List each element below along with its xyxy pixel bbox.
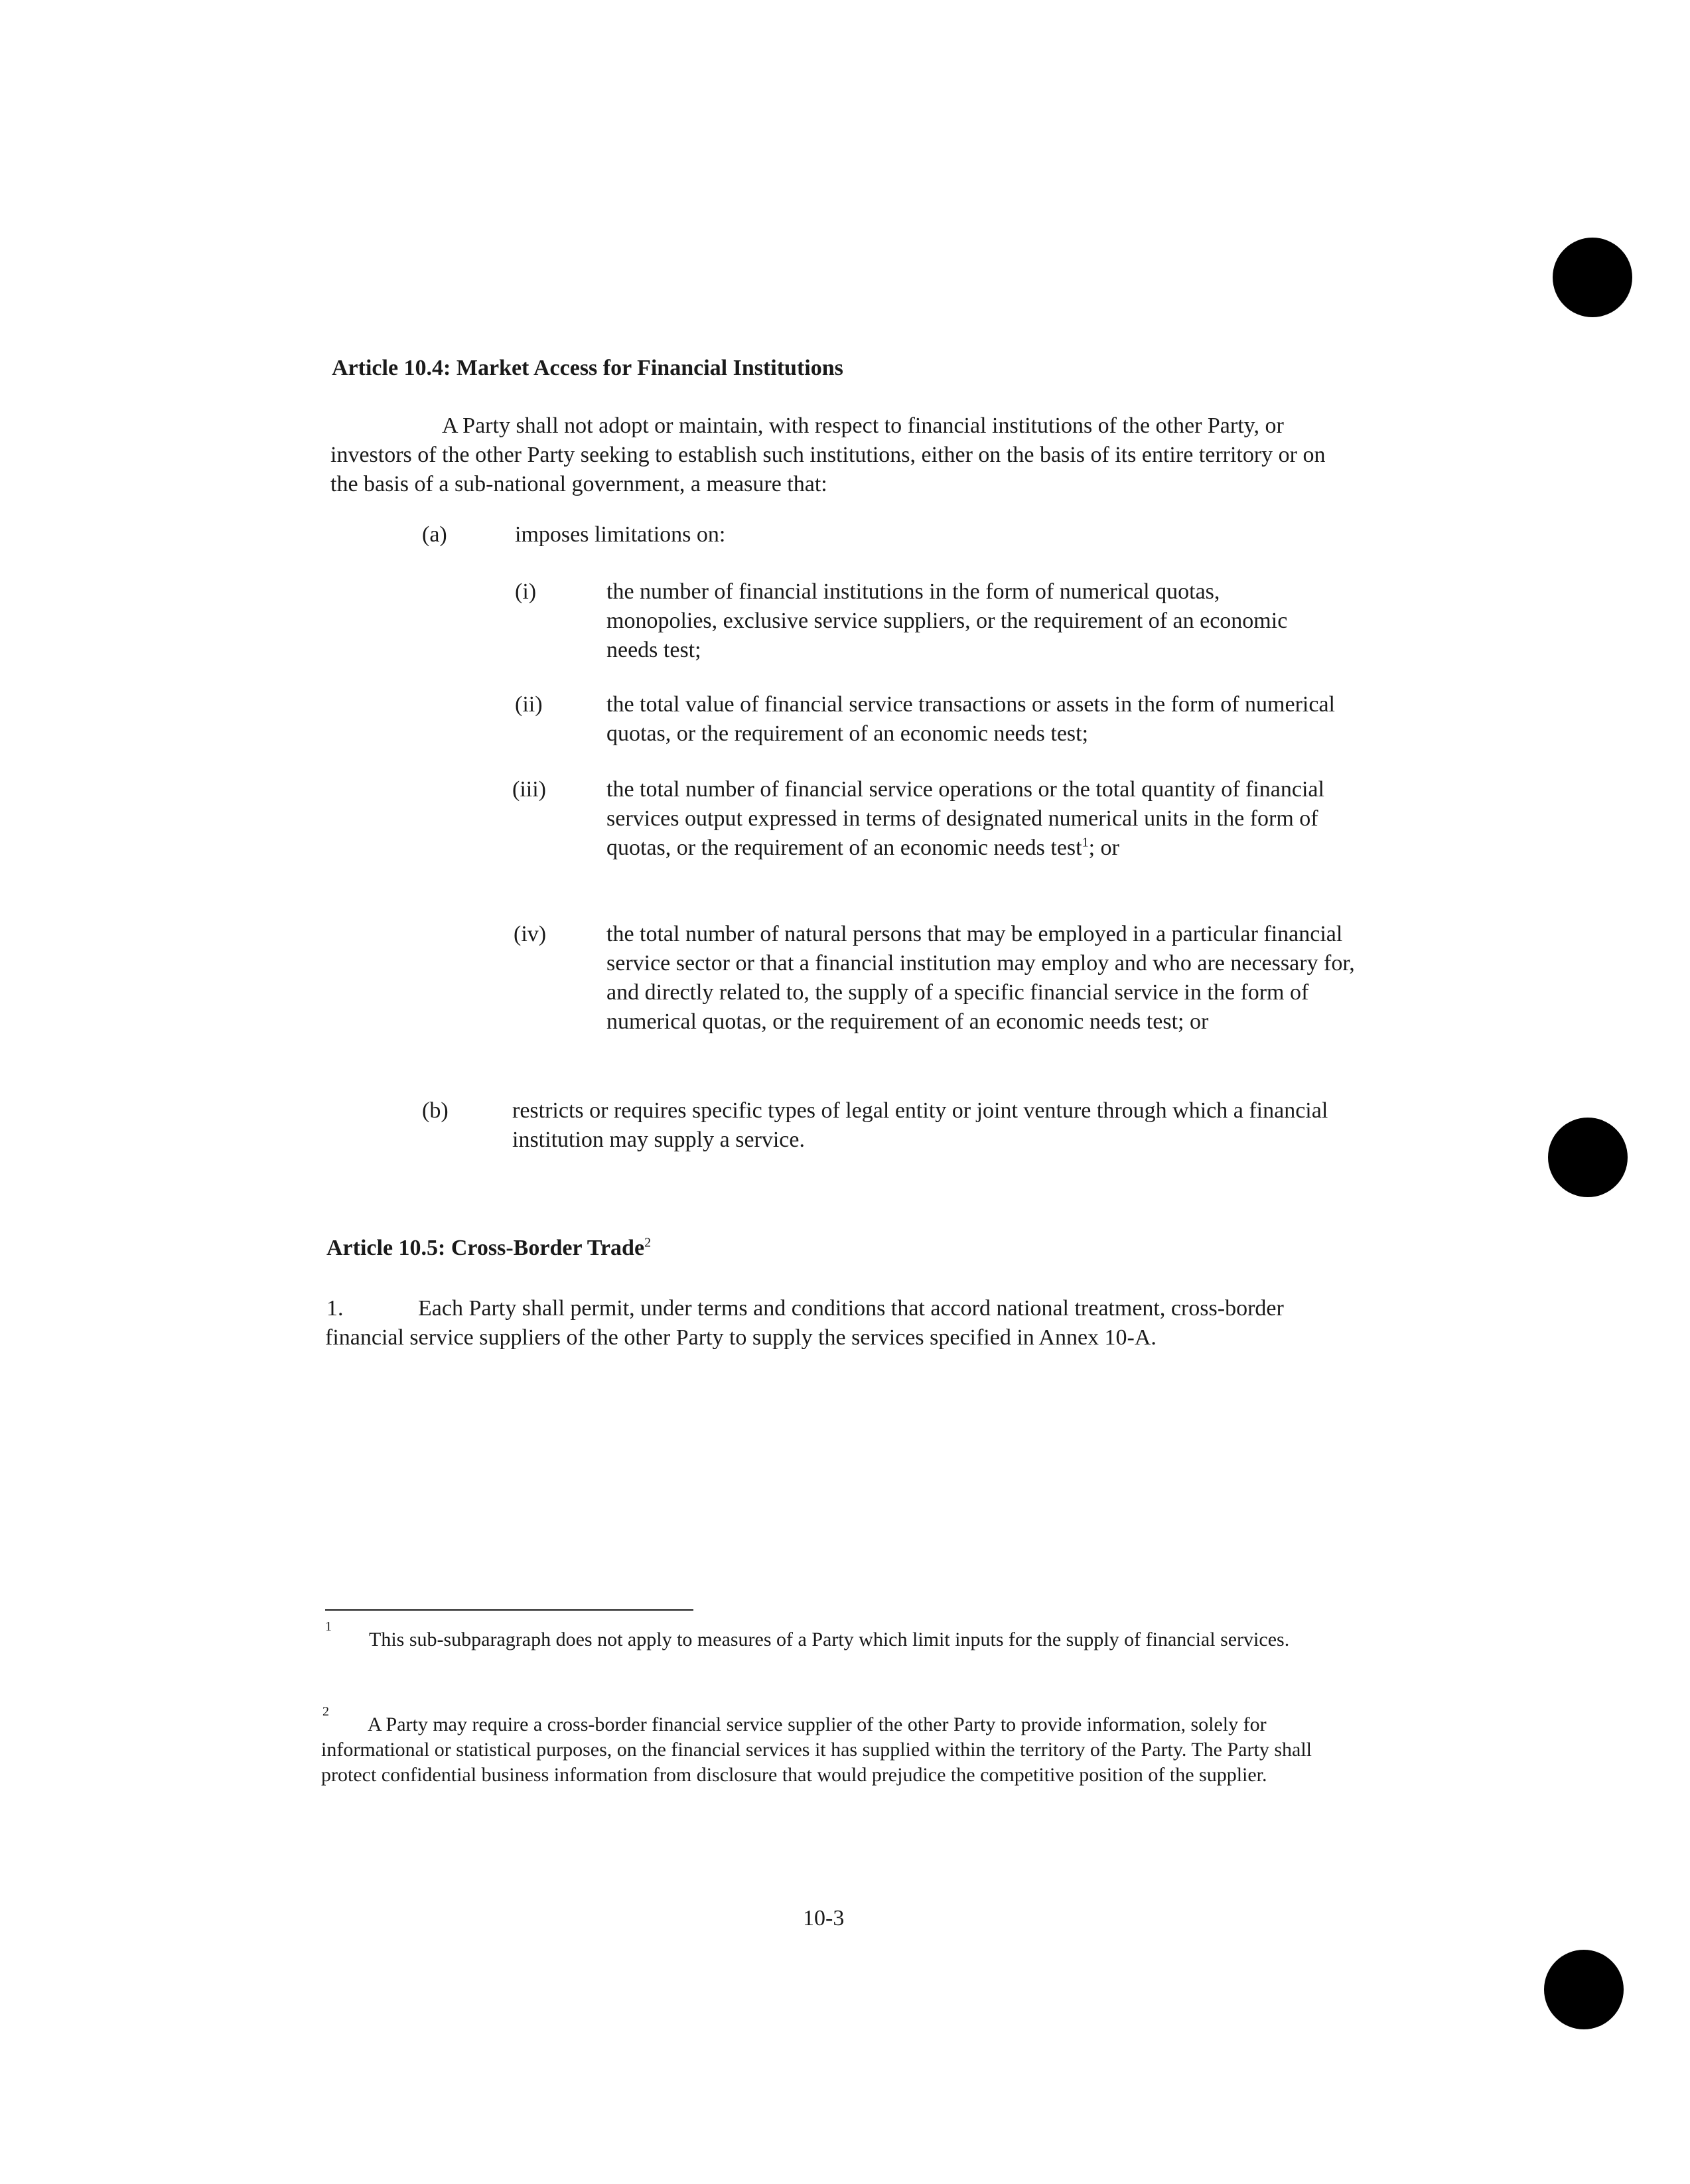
para-1-marker: 1. — [326, 1296, 344, 1321]
subitem-i-marker: (i) — [515, 579, 537, 604]
subitem-iv-text: the total number of natural persons that may be employed in a particular financial service sector or that a financial institution may employ and who are necessary for, and directly related to, the supply of a specific financial service in the form of numerical quotas, or the requirement of an economic needs test; or — [606, 922, 1355, 1034]
item-b-text: restricts or requires specific types of legal entity or joint venture through which a financial institution may supply a service. — [512, 1098, 1328, 1152]
subitem-iii-text — [606, 775, 1336, 863]
subitem-ii-text: the total value of financial service transactions or assets in the form of numerical quotas, or the requirement of an economic needs test; — [606, 692, 1335, 746]
subitem-iii-marker: (iii) — [512, 777, 546, 802]
article-10-4-intro: A Party shall not adopt or maintain, with respect to financial institutions of the other Party, or investors of the other Party seeking to establish such institutions, either on the basis of its entire territory or on the basis of a sub-national government, a measure that: — [330, 413, 1326, 496]
item-a-text: imposes limitations on: — [515, 522, 726, 547]
subitem-iii-body: the total number of financial service operations or the total quantity of financial services output expressed in terms of designated numerical units in the form of quotas, or the requirement of an economic needs test — [606, 777, 1324, 860]
para-1-text: Each Party shall permit, under terms and conditions that accord national treatment, cross-border financial service suppliers of the other Party to supply the services specified in Annex 10-A. — [325, 1296, 1284, 1350]
punch-hole-top — [1553, 238, 1632, 317]
subitem-iv-marker: (iv) — [514, 922, 547, 946]
page-number: 10-3 — [803, 1906, 845, 1930]
subitem-i-text: the number of financial institutions in the form of numerical quotas, monopolies, exclusive service suppliers, or the requirement of an economic needs test; — [606, 579, 1288, 662]
article-10-5-heading-text: Article 10.5: Cross-Border Trade — [326, 1236, 645, 1260]
article-10-4-heading: Article 10.4: Market Access for Financial Institutions — [332, 356, 843, 380]
footnote-2-text: A Party may require a cross-border financial service supplier of the other Party to provide information, solely for informational or statistical purposes, on the financial services it has supplied within the territory of the Party. The Party shall protect confidential business information from disclosure that would prejudice the competitive position of the supplier. — [321, 1713, 1312, 1786]
article-10-5-heading — [326, 1236, 651, 1261]
footnote-ref-2: 2 — [644, 1235, 652, 1250]
punch-hole-middle — [1548, 1118, 1628, 1197]
footnote-2-number: 2 — [322, 1704, 329, 1719]
footnote-separator — [325, 1609, 693, 1611]
item-b-marker: (b) — [422, 1098, 449, 1123]
subitem-ii-marker: (ii) — [515, 692, 543, 717]
punch-hole-bottom — [1544, 1950, 1624, 2029]
footnote-ref-1: 1 — [1082, 835, 1089, 850]
footnote-1-number: 1 — [325, 1619, 332, 1634]
item-a-marker: (a) — [422, 522, 447, 547]
subitem-iii-tail: ; or — [1088, 836, 1119, 860]
footnote-1-text: This sub-subparagraph does not apply to measures of a Party which limit inputs for the supply of financial services. — [369, 1629, 1290, 1650]
